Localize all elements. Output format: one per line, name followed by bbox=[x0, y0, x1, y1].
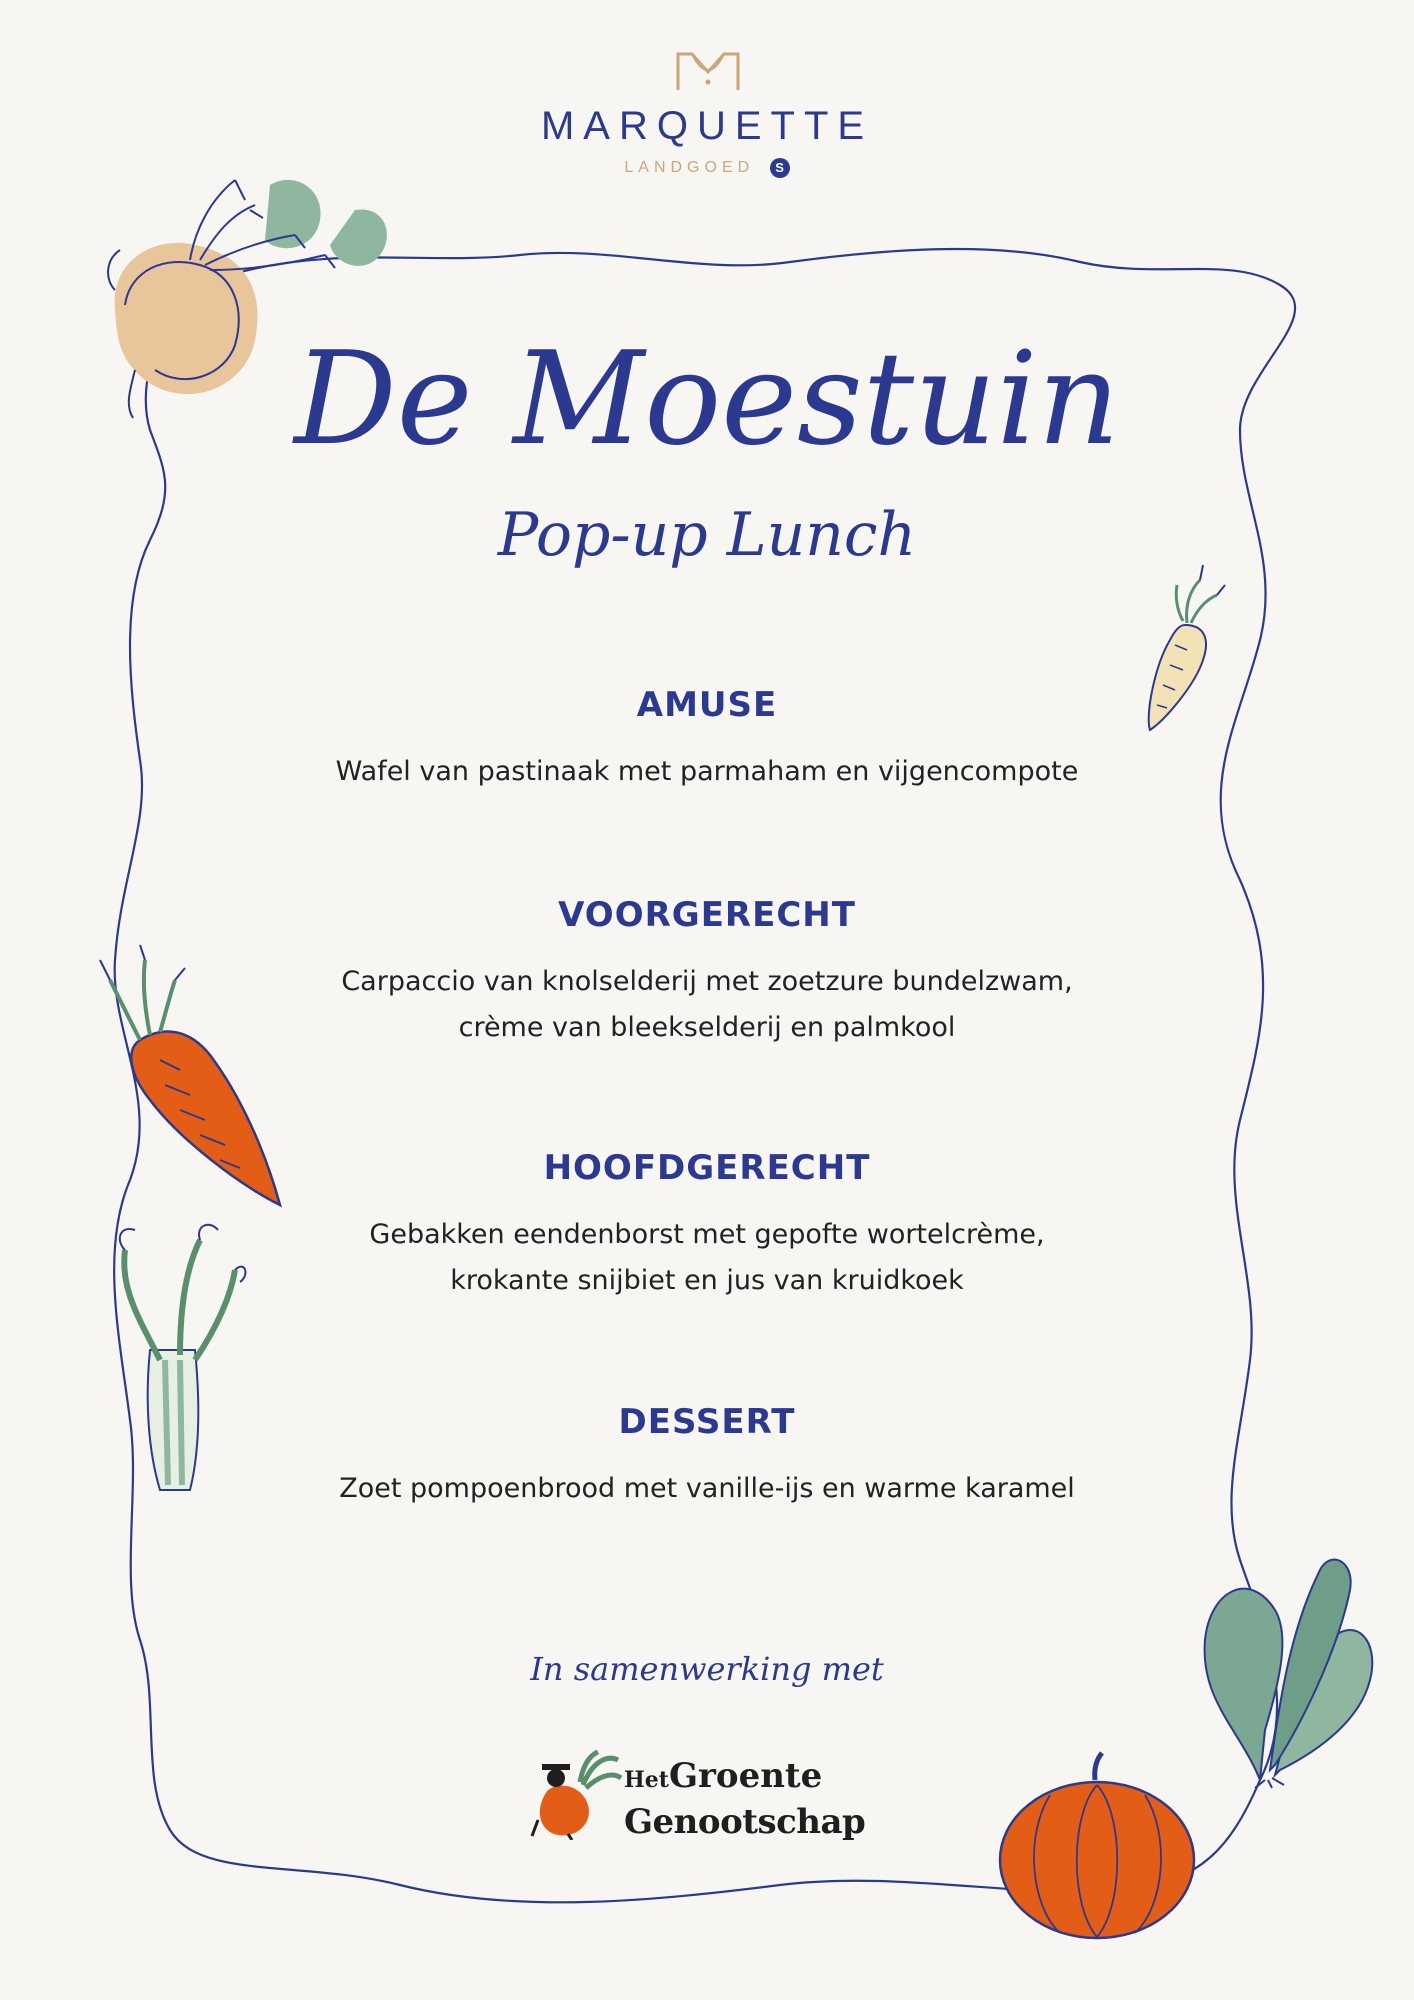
course-line: Gebakken eendenborst met gepofte wortelcrème, bbox=[369, 1219, 1045, 1250]
course-description bbox=[0, 1466, 1414, 1512]
pumpkin-icon bbox=[990, 1745, 1205, 1945]
partner-logo bbox=[528, 1742, 888, 1842]
course-description bbox=[0, 749, 1414, 795]
partner-line2: Genootschap bbox=[624, 1802, 866, 1842]
partner-mascot-icon bbox=[528, 1750, 623, 1840]
course-name: DESSERT bbox=[618, 1402, 796, 1442]
course-amuse bbox=[0, 685, 1414, 795]
brand-sub-label: LANDGOED bbox=[624, 159, 755, 177]
brand-name: MARQUETTE bbox=[540, 104, 874, 148]
course-dessert bbox=[0, 1402, 1414, 1512]
course-name: AMUSE bbox=[636, 685, 778, 725]
course-name: VOORGERECHT bbox=[558, 895, 856, 935]
course-line: Carpaccio van knolselderij met zoetzure bundelzwam, bbox=[341, 966, 1073, 997]
course-description bbox=[0, 959, 1414, 1051]
logo-mark-icon bbox=[672, 48, 744, 92]
course-hoofdgerecht bbox=[0, 1148, 1414, 1304]
course-line: Zoet pompoenbrood met vanille-ijs en warme karamel bbox=[339, 1473, 1075, 1504]
partner-name bbox=[624, 1756, 865, 1842]
course-voorgerecht bbox=[0, 895, 1414, 1051]
brand-badge: S bbox=[770, 158, 790, 178]
course-description bbox=[0, 1212, 1414, 1304]
partner-het: Het bbox=[624, 1767, 669, 1793]
menu-subtitle: Pop-up Lunch bbox=[497, 500, 917, 570]
course-line: Wafel van pastinaak met parmaham en vijgencompote bbox=[335, 756, 1079, 787]
menu-title: De Moestuin bbox=[294, 325, 1120, 474]
course-line: crème van bleekselderij en palmkool bbox=[458, 1012, 956, 1043]
course-line: krokante snijbiet en jus van kruidkoek bbox=[450, 1265, 964, 1296]
course-name: HOOFDGERECHT bbox=[543, 1148, 871, 1188]
partner-line1: Groente bbox=[668, 1756, 823, 1796]
collaboration-text: In samenwerking met bbox=[530, 1650, 884, 1688]
